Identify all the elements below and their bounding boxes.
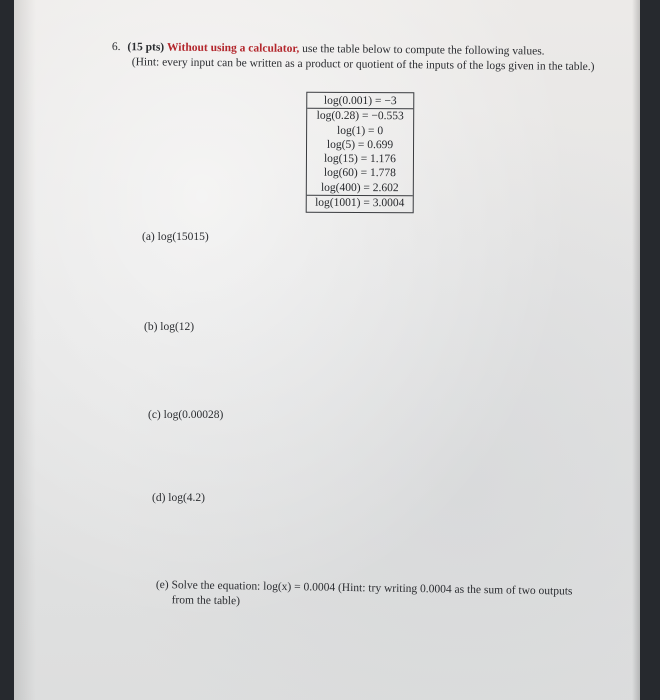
log-table-row: log(0.28) = −0.553 bbox=[316, 110, 404, 123]
log-table-row: log(1001) = 3.0004 bbox=[307, 195, 413, 211]
log-table-row: log(15) = 1.176 bbox=[323, 152, 396, 166]
question-number: 6. bbox=[111, 40, 121, 54]
part-a: (a) log(15015) bbox=[142, 231, 209, 243]
part-e bbox=[156, 578, 596, 615]
worksheet-page bbox=[14, 0, 640, 700]
log-table bbox=[306, 92, 415, 214]
question-points: (15 pts) bbox=[127, 41, 165, 54]
question-emphasis: Without using a calculator, bbox=[166, 41, 300, 55]
log-table-row: log(5) = 0.699 bbox=[326, 138, 394, 152]
log-table-row: log(0.001) = −3 bbox=[307, 94, 413, 110]
log-table-row: log(1) = 0 bbox=[337, 124, 384, 137]
question-header bbox=[112, 40, 632, 75]
part-c: (c) log(0.00028) bbox=[148, 409, 224, 421]
log-table-row: log(400) = 2.602 bbox=[320, 181, 399, 194]
page-shadow bbox=[14, 0, 36, 700]
part-e-line2: from the table) bbox=[171, 594, 241, 608]
log-table-row: log(60) = 1.778 bbox=[323, 167, 396, 180]
part-e-line1: (e) Solve the equation: log(x) = 0.0004 (Hint: try writing 0.0004 as the sum of two outputs bbox=[155, 578, 573, 598]
question-hint: (Hint: every input can be written as a product or quotient of the inputs of the logs given in the table.) bbox=[131, 56, 595, 74]
question-instruction: use the table below to compute the following values. bbox=[302, 42, 545, 58]
page-edge-shadow bbox=[632, 0, 640, 700]
part-b: (b) log(12) bbox=[144, 321, 195, 333]
part-d: (d) log(4.2) bbox=[152, 492, 206, 504]
